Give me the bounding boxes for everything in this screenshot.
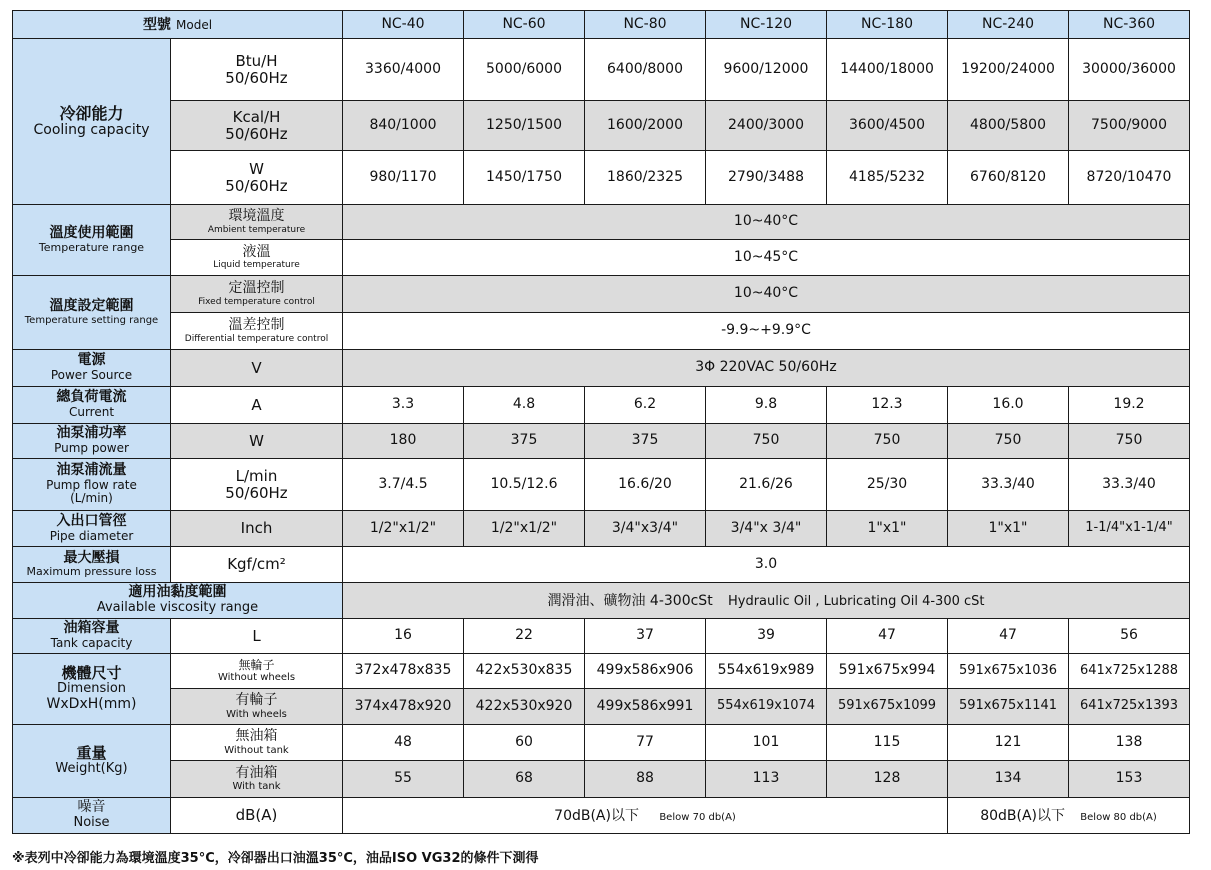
temp-range-liquid-row	[13, 240, 1190, 276]
label-en: Weight(Kg)	[55, 761, 128, 777]
sub-label-cell	[171, 689, 343, 725]
value-cell: 554x619x989	[706, 654, 827, 689]
sub-label-zh: 有油箱	[235, 764, 278, 781]
value-cell: 591x675x1141	[948, 689, 1069, 725]
value-cell: 21.6/26	[706, 459, 827, 511]
sub-label-en: Ambient temperature	[207, 224, 306, 235]
sub-label-zh: 環境溫度	[228, 208, 285, 225]
viscosity-en: Hydraulic Oil , Lubricating Oil 4-300 cSt	[727, 594, 985, 610]
temp-range-label	[13, 205, 171, 276]
viscosity-label	[13, 583, 343, 619]
sub-label-en: Without tank	[224, 744, 289, 756]
value-cell: 4185/5232	[827, 151, 948, 205]
sub-label-zh: 定溫控制	[228, 280, 285, 297]
value-cell: 16.6/20	[585, 459, 706, 511]
model-en: Model	[176, 18, 213, 33]
merged-value: 10~40°C	[343, 205, 1190, 240]
unit-text: Btu/H	[235, 51, 278, 70]
noise-low-main: 70dB(A)以下	[554, 808, 639, 825]
value-cell: 128	[827, 761, 948, 798]
value-cell: 750	[1069, 424, 1190, 459]
value-cell: 3/4"x 3/4"	[706, 511, 827, 547]
pump-flow-row	[13, 459, 1190, 511]
sub-label-zh: 無輪子	[238, 657, 275, 672]
value-cell: 121	[948, 725, 1069, 761]
model-name: NC-240	[948, 11, 1069, 39]
value-cell: 591x675x994	[827, 654, 948, 689]
pump-flow-label	[13, 459, 171, 511]
value-cell: 68	[464, 761, 585, 798]
value-cell: 3/4"x3/4"	[585, 511, 706, 547]
label-zh: 溫度設定範圍	[49, 298, 134, 315]
weight-tank-row	[13, 761, 1190, 798]
current-label	[13, 387, 171, 424]
value-cell: 30000/36000	[1069, 39, 1190, 101]
value-cell: 750	[706, 424, 827, 459]
sub-label-en: Fixed temperature control	[198, 296, 315, 307]
value-cell: 16	[343, 619, 464, 654]
unit-cell: dB(A)	[171, 798, 343, 834]
label-en: Pump power	[54, 441, 129, 456]
value-cell: 372x478x835	[343, 654, 464, 689]
value-cell: 88	[585, 761, 706, 798]
value-cell: 25/30	[827, 459, 948, 511]
tank-row	[13, 619, 1190, 654]
temp-setting-label	[13, 276, 171, 350]
value-cell: 47	[948, 619, 1069, 654]
merged-value	[343, 583, 1190, 619]
value-cell: 6400/8000	[585, 39, 706, 101]
pipe-label	[13, 511, 171, 547]
model-name: NC-120	[706, 11, 827, 39]
sub-label-cell	[171, 761, 343, 798]
header-row	[13, 11, 1190, 39]
temp-setting-diff-row	[13, 313, 1190, 350]
unit-cell: A	[171, 387, 343, 424]
unit-text: W	[249, 159, 264, 178]
noise-high-value	[948, 798, 1190, 834]
tank-label	[13, 619, 171, 654]
value-cell: 134	[948, 761, 1069, 798]
noise-high-main: 80dB(A)以下	[980, 808, 1066, 825]
merged-value: 3Φ 220VAC 50/60Hz	[343, 350, 1190, 387]
label-en: Temperature setting range	[24, 314, 159, 326]
pressure-row	[13, 547, 1190, 583]
value-cell: 37	[585, 619, 706, 654]
label-zh: 總負荷電流	[56, 389, 127, 406]
noise-high-en: Below 80 db(A)	[1080, 812, 1157, 824]
sub-label-zh: 溫差控制	[228, 317, 285, 334]
label-en: Available viscosity range	[96, 600, 259, 616]
value-cell: 153	[1069, 761, 1190, 798]
value-cell: 591x675x1036	[948, 654, 1069, 689]
value-cell: 180	[343, 424, 464, 459]
value-cell: 3.7/4.5	[343, 459, 464, 511]
model-zh: 型號	[142, 17, 171, 34]
unit-cell: Inch	[171, 511, 343, 547]
label-en: Cooling capacity	[33, 121, 150, 138]
sub-label-cell	[171, 313, 343, 350]
value-cell: 750	[948, 424, 1069, 459]
cooling-label	[13, 39, 171, 205]
value-cell: 499x586x906	[585, 654, 706, 689]
value-cell: 374x478x920	[343, 689, 464, 725]
label-zh: 機體尺寸	[61, 664, 122, 683]
pipe-row	[13, 511, 1190, 547]
viscosity-zh: 潤滑油、礦物油 4-300cSt	[547, 593, 713, 610]
sub-label-cell	[171, 240, 343, 276]
sub-label-en: Without wheels	[217, 672, 296, 684]
label-zh: 油箱容量	[63, 620, 120, 637]
freq-text: 50/60Hz	[225, 68, 288, 87]
value-cell: 56	[1069, 619, 1190, 654]
value-cell: 1/2"x1/2"	[464, 511, 585, 547]
label-zh: 油泵浦功率	[56, 425, 127, 442]
unit-cell: Kgf/cm²	[171, 547, 343, 583]
value-cell: 113	[706, 761, 827, 798]
value-cell: 641x725x1393	[1069, 689, 1190, 725]
value-cell: 138	[1069, 725, 1190, 761]
unit-cell	[171, 101, 343, 151]
value-cell: 9.8	[706, 387, 827, 424]
value-cell: 14400/18000	[827, 39, 948, 101]
value-cell: 39	[706, 619, 827, 654]
value-cell: 22	[464, 619, 585, 654]
value-cell: 5000/6000	[464, 39, 585, 101]
unit-cell: V	[171, 350, 343, 387]
value-cell: 1450/1750	[464, 151, 585, 205]
value-cell: 16.0	[948, 387, 1069, 424]
value-cell: 1-1/4"x1-1/4"	[1069, 511, 1190, 547]
label-zh: 油泵浦流量	[56, 462, 127, 479]
current-row	[13, 387, 1190, 424]
value-cell: 422x530x920	[464, 689, 585, 725]
model-name: NC-80	[585, 11, 706, 39]
value-cell: 499x586x991	[585, 689, 706, 725]
noise-low-value	[343, 798, 948, 834]
weight-label	[13, 725, 171, 798]
value-cell: 980/1170	[343, 151, 464, 205]
label-zh: 噪音	[77, 799, 106, 816]
power-label	[13, 350, 171, 387]
value-cell: 2400/3000	[706, 101, 827, 151]
unit-cell	[171, 459, 343, 511]
merged-value: -9.9~+9.9°C	[343, 313, 1190, 350]
value-cell: 33.3/40	[1069, 459, 1190, 511]
value-cell: 3360/4000	[343, 39, 464, 101]
value-cell: 1860/2325	[585, 151, 706, 205]
value-cell: 375	[464, 424, 585, 459]
dimension-wheels-row	[13, 689, 1190, 725]
value-cell: 422x530x835	[464, 654, 585, 689]
value-cell: 1/2"x1/2"	[343, 511, 464, 547]
value-cell: 12.3	[827, 387, 948, 424]
label-en: Temperature range	[38, 240, 145, 254]
sub-label-en: Differential temperature control	[184, 333, 329, 344]
value-cell: 375	[585, 424, 706, 459]
freq-text: 50/60Hz	[225, 483, 288, 502]
model-header	[13, 11, 343, 39]
value-cell: 47	[827, 619, 948, 654]
value-cell: 4.8	[464, 387, 585, 424]
merged-value: 10~45°C	[343, 240, 1190, 276]
label-en-unit: (L/min)	[70, 491, 113, 506]
value-cell: 1600/2000	[585, 101, 706, 151]
label-zh: 入出口管徑	[56, 512, 127, 529]
noise-row	[13, 798, 1190, 834]
model-name: NC-60	[464, 11, 585, 39]
value-cell: 10.5/12.6	[464, 459, 585, 511]
label-en: Maximum pressure loss	[26, 565, 157, 579]
cooling-row-w	[13, 151, 1190, 205]
merged-value: 3.0	[343, 547, 1190, 583]
label-zh: 電源	[77, 352, 106, 369]
unit-text: Kcal/H	[232, 107, 281, 126]
unit-cell	[171, 39, 343, 101]
temp-setting-fixed-row	[13, 276, 1190, 313]
value-cell: 9600/12000	[706, 39, 827, 101]
sub-label-zh: 液溫	[242, 243, 271, 260]
value-cell: 3.3	[343, 387, 464, 424]
value-cell: 19.2	[1069, 387, 1190, 424]
sub-label-en: With tank	[232, 781, 281, 793]
label-zh: 適用油黏度範圍	[128, 584, 227, 601]
sub-label-zh: 無油箱	[235, 728, 278, 745]
label-zh: 冷卻能力	[59, 103, 124, 123]
value-cell: 641x725x1288	[1069, 654, 1190, 689]
power-row	[13, 350, 1190, 387]
merged-value: 10~40°C	[343, 276, 1190, 313]
sub-label-cell	[171, 205, 343, 240]
sub-label-en: Liquid temperature	[213, 260, 300, 271]
value-cell: 77	[585, 725, 706, 761]
value-cell: 33.3/40	[948, 459, 1069, 511]
label-en: Tank capacity	[50, 636, 133, 651]
freq-text: 50/60Hz	[225, 124, 288, 143]
value-cell: 1"x1"	[948, 511, 1069, 547]
value-cell: 6.2	[585, 387, 706, 424]
pressure-label	[13, 547, 171, 583]
dimension-no-wheels-row	[13, 654, 1190, 689]
spec-table	[12, 10, 1190, 834]
label-en: Pipe diameter	[49, 528, 134, 543]
label-en-unit: WxDxH(mm)	[46, 695, 137, 712]
label-en: Noise	[73, 815, 110, 831]
footnote: ※表列中冷卻能力為環境溫度35°C，冷卻器出口油溫35°C，油品ISO VG32的條件下測得	[12, 851, 539, 866]
unit-cell: L	[171, 619, 343, 654]
value-cell: 591x675x1099	[827, 689, 948, 725]
label-zh: 最大壓損	[63, 549, 120, 566]
value-cell: 3600/4500	[827, 101, 948, 151]
value-cell: 6760/8120	[948, 151, 1069, 205]
noise-low-en: Below 70 db(A)	[659, 812, 736, 824]
unit-cell: W	[171, 424, 343, 459]
viscosity-row	[13, 583, 1190, 619]
value-cell: 750	[827, 424, 948, 459]
dimension-label	[13, 654, 171, 725]
sub-label-cell	[171, 725, 343, 761]
pump-power-row	[13, 424, 1190, 459]
cooling-row-kcal	[13, 101, 1190, 151]
cooling-row-btu	[13, 39, 1190, 101]
label-zh: 溫度使用範圍	[49, 225, 134, 241]
value-cell: 55	[343, 761, 464, 798]
value-cell: 840/1000	[343, 101, 464, 151]
value-cell: 19200/24000	[948, 39, 1069, 101]
value-cell: 115	[827, 725, 948, 761]
value-cell: 4800/5800	[948, 101, 1069, 151]
sub-label-zh: 有輪子	[235, 692, 278, 709]
value-cell: 1250/1500	[464, 101, 585, 151]
value-cell: 1"x1"	[827, 511, 948, 547]
model-name: NC-360	[1069, 11, 1190, 39]
label-zh: 重量	[76, 744, 107, 763]
value-cell: 60	[464, 725, 585, 761]
unit-cell	[171, 151, 343, 205]
noise-label	[13, 798, 171, 834]
freq-text: 50/60Hz	[225, 176, 288, 195]
label-en: Pump flow rate	[46, 477, 137, 492]
value-cell: 101	[706, 725, 827, 761]
value-cell: 7500/9000	[1069, 101, 1190, 151]
unit-text: L/min	[235, 466, 278, 485]
sub-label-cell	[171, 654, 343, 689]
value-cell: 8720/10470	[1069, 151, 1190, 205]
label-en: Current	[68, 405, 115, 420]
sub-label-cell	[171, 276, 343, 313]
value-cell: 2790/3488	[706, 151, 827, 205]
pump-power-label	[13, 424, 171, 459]
model-name: NC-180	[827, 11, 948, 39]
model-name: NC-40	[343, 11, 464, 39]
label-en: Power Source	[50, 368, 133, 383]
sub-label-en: With wheels	[226, 708, 287, 720]
value-cell: 48	[343, 725, 464, 761]
value-cell: 554x619x1074	[706, 689, 827, 725]
label-en: Dimension	[56, 681, 127, 697]
temp-range-ambient-row	[13, 205, 1190, 240]
weight-no-tank-row	[13, 725, 1190, 761]
